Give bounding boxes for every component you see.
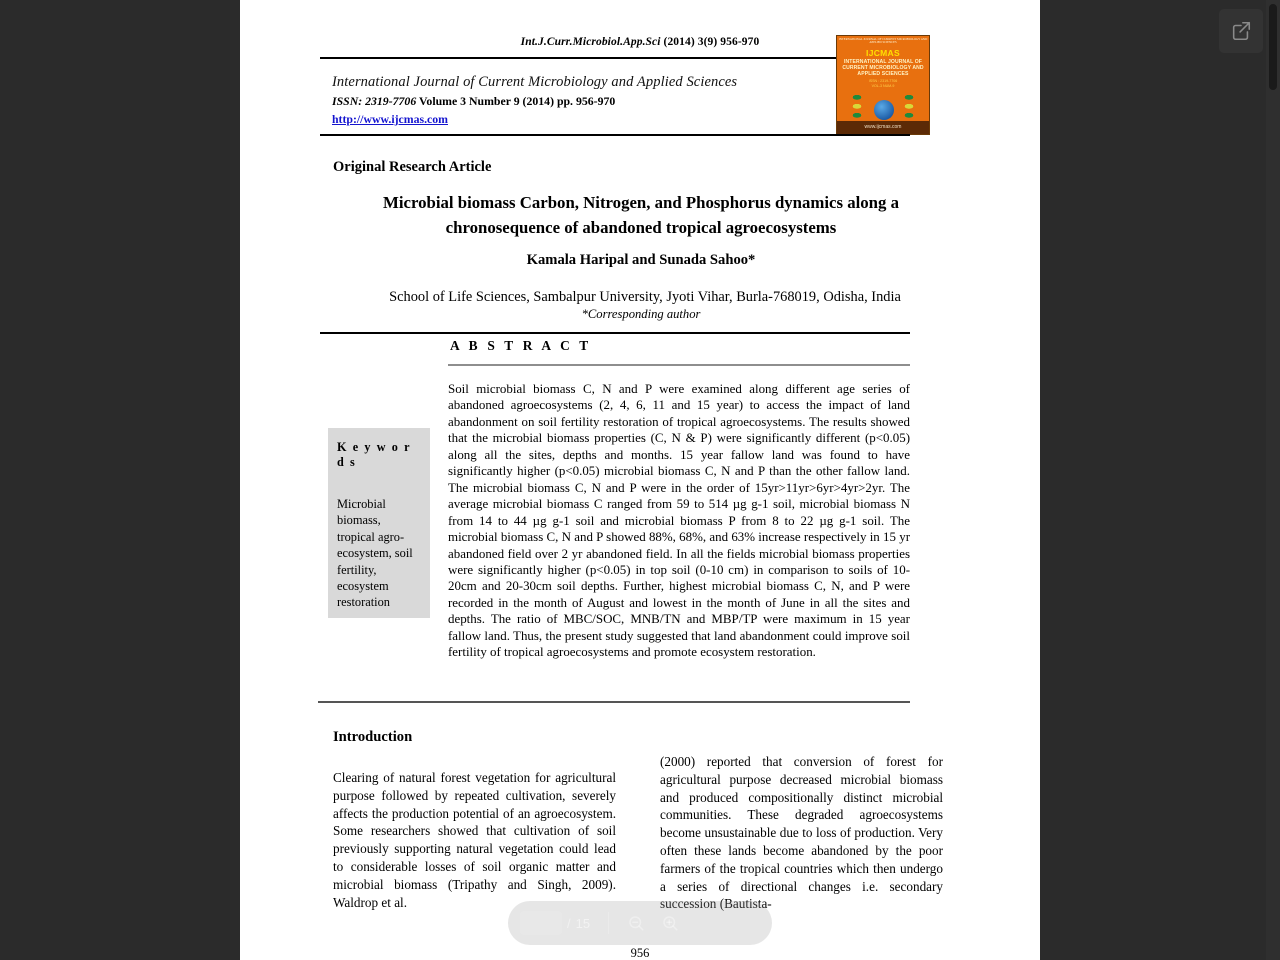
cover-footer-url: www.ijcmas.com xyxy=(837,121,929,134)
article-authors: Kamala Haripal and Sunada Sahoo* xyxy=(526,252,756,268)
volume-info: Volume 3 Number 9 (2014) pp. 956-970 xyxy=(418,94,616,108)
vertical-scrollbar-thumb[interactable] xyxy=(1269,4,1277,90)
zoom-out-button[interactable] xyxy=(621,908,651,938)
issn-line xyxy=(332,94,892,109)
vertical-scrollbar-track[interactable] xyxy=(1266,0,1280,960)
journal-url-link[interactable]: http://www.ijcmas.com xyxy=(332,112,448,126)
running-head-citation: (2014) 3(9) 956-970 xyxy=(663,36,760,48)
introduction-column-right: (2000) reported that conversion of forest for agricultural purpose decreased microbial biomass and produced compositionally distinct microbial communities. These degraded agroecosystems become unsustainable due to loss of production. Very often these lands become abandoned by the poor farmers of the tropical countries which then undergo a series of directional changes i.e. secondary succession (Bautista- xyxy=(660,754,943,912)
page-separator: / xyxy=(567,915,571,931)
cover-issn: ISSN : 2319-7706 xyxy=(868,78,898,83)
cover-top-line: INTERNATIONAL JOURNAL OF CURRENT MICROBIOLOGY AND APPLIED SCIENCES xyxy=(837,36,929,49)
abstract-label: A B S T R A C T xyxy=(450,338,592,353)
abstract-rule-bottom xyxy=(318,701,910,703)
article-type: Original Research Article xyxy=(333,159,492,175)
header-rule-bottom xyxy=(320,134,910,136)
section-heading-introduction: Introduction xyxy=(333,729,413,745)
article-title: Microbial biomass Carbon, Nitrogen, and Phosphorus dynamics along a chronosequence of abandoned tropical agroecosystems xyxy=(383,193,899,237)
corresponding-author-note: *Corresponding author xyxy=(581,307,701,321)
keywords-label: K e y w o r d s xyxy=(337,440,411,469)
page-number-input[interactable] xyxy=(520,911,562,935)
abstract-rule-top xyxy=(320,332,910,334)
keywords-box xyxy=(328,428,430,618)
pdf-page xyxy=(240,0,1040,960)
keywords-text: Microbial biomass, tropical agro-ecosystem, soil fertility, ecosystem restoration xyxy=(337,497,413,610)
cover-acronym: IJCMAS xyxy=(866,48,900,58)
article-affiliation: School of Life Sciences, Sambalpur University, Jyoti Vihar, Burla-768019, Odisha, India xyxy=(389,289,901,305)
page-folio-number: 956 xyxy=(630,946,650,960)
toolbar-divider xyxy=(608,912,609,934)
journal-cover-thumbnail xyxy=(836,35,930,135)
introduction-column-left: Clearing of natural forest vegetation for agricultural purpose followed by repeated cultivation, severely affects the production potential of an agroecosystem. Some researchers showed that cultivation of soil previously supporting natural vegetation could lead to considerable losses of soil organic matter and microbial biomass (Tripathy and Singh, 2009). Waldrop et al. xyxy=(333,770,616,910)
abstract-text: Soil microbial biomass C, N and P were examined along different age series of abandoned agroecosystems (2, 4, 6, 11 and 15 year) to access the impact of land abandonment on soil fertility restoration of tropical agroecosystems. The results showed that the microbial biomass properties (C, N & P) were significantly different (p<0.05) along all the sites, depths and months. 15 year fallow land was found to have significantly higher (p<0.05) microbial biomass C, N and P than the other fallow land. The microbial biomass C, N and P were in the order of 15yr>11yr>6yr>4yr>2yr. The average microbial biomass C ranged from 59 to 514 µg g-1 soil, microbial biomass N from 14 to 44 µg g-1 soil and microbial biomass P from 8 to 22 µg g-1 soil. The microbial biomass C, N and P showed 88%, 68%, and 63% increase respectively in 15 yr abandoned field over 2 yr abandoned field. In all the fields microbial biomass properties were significantly higher (p<0.05) in top soil (0-10 cm) in comparison to soils of 10-20cm and 20-30cm soil depths. Further, highest microbial biomass C, N, and P were recorded in the month of August and lowest in the month of June in all the sites and depths. The ratio of MBC/SOC, MNB/TN and MBP/TP were maximum in 15 year fallow land. Thus, the present study suggested that land abandonment could improve soil fertility of tropical agroecosystems and promote ecosystem restoration. xyxy=(448,381,910,660)
external-link-icon xyxy=(1230,20,1252,42)
masthead xyxy=(332,74,892,128)
issn-label: ISSN: 2319-7706 xyxy=(332,94,417,108)
open-in-new-window-button[interactable] xyxy=(1219,9,1263,53)
header-rule-top xyxy=(320,57,910,59)
globe-icon xyxy=(874,100,894,120)
journal-name: International Journal of Current Microbiology and Applied Sciences xyxy=(332,74,738,90)
abstract-rule-mid xyxy=(448,364,910,366)
zoom-in-button[interactable] xyxy=(655,908,685,938)
cover-subtitle: INTERNATIONAL JOURNAL OF CURRENT MICROBIOLOGY AND APPLIED SCIENCES xyxy=(842,59,924,78)
running-head-journal: Int.J.Curr.Microbiol.App.Sci xyxy=(520,36,661,48)
pdf-floating-toolbar xyxy=(508,901,772,945)
total-pages-label: 15 xyxy=(575,915,591,931)
cover-volume: VOL-3 NUM-9 xyxy=(871,84,895,89)
